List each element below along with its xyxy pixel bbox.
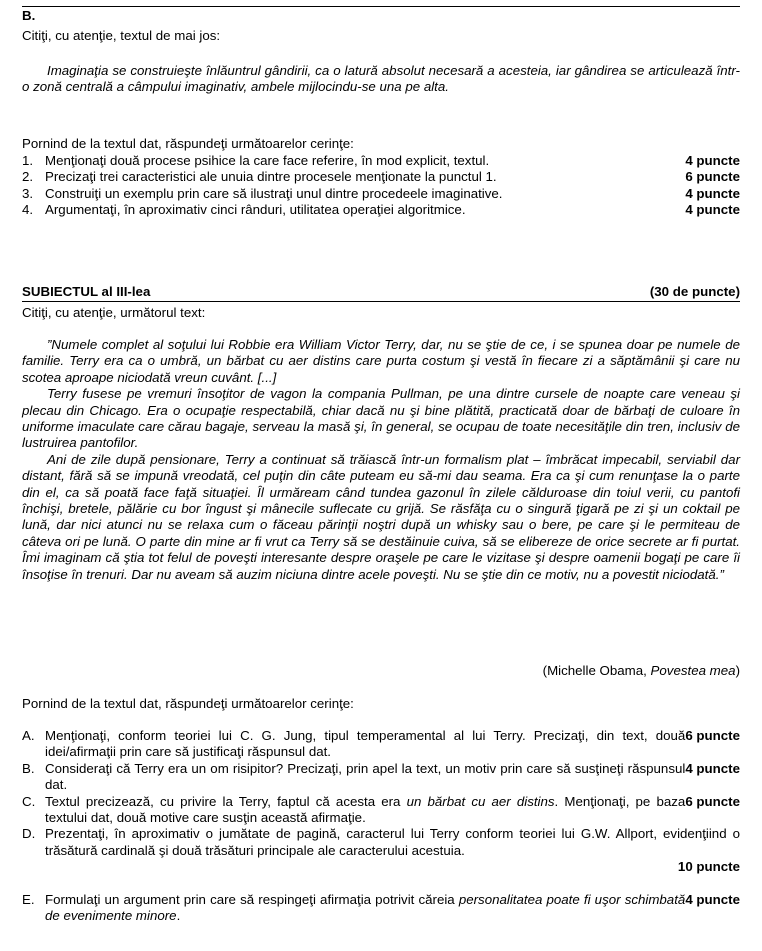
subject-b-task-lead-block (22, 136, 740, 152)
list-item-points: 4 puncte (685, 891, 740, 907)
list-item-emphasis: personalitatea poate fi uşor schimbată de evenimente minore (45, 891, 686, 924)
list-item-marker: 2. (22, 169, 34, 185)
list-item (22, 794, 740, 827)
attribution-author: (Michelle Obama, (542, 663, 651, 678)
list-item-points: 6 puncte (685, 793, 740, 809)
subject-three-passage-block (22, 337, 740, 583)
list-item-marker: C. (22, 793, 36, 809)
list-item-marker: B. (22, 760, 35, 776)
section-heading-points: (30 de puncte) (649, 284, 740, 299)
list-item-line (45, 169, 740, 185)
list-item-body (45, 826, 740, 859)
list-item-emphasis: un bărbat cu aer distins (406, 793, 555, 809)
list-item-points: 4 puncte (685, 202, 740, 218)
list-item-marker: E. (22, 891, 35, 907)
list-item-points: 6 puncte (685, 728, 740, 743)
subject-three-instruction-block (22, 305, 740, 321)
list-item-body (45, 728, 740, 761)
subject-b-items-block (22, 153, 740, 219)
subject-b-instruction: Citiţi, cu atenţie, textul de mai jos: (22, 28, 221, 43)
subject-b-item-list (22, 153, 740, 219)
list-item (22, 892, 740, 925)
list-item-text: Formulaţi un argument prin care să respingeţi afirmaţia potrivit căreia (45, 891, 459, 907)
passage-paragraph: ”Numele complet al soţului lui Robbie era William Victor Terry, dar, nu se ştie de ce, i se spunea doar pe numele de familie. Terry era ca o umbră, un bărbat cu aer distins care purta costum şi vestă în fiecare zi a săptămânii şi care nu scotea aproape niciodată vreun cuvânt. [...] (22, 337, 740, 385)
list-item-text-cont: . (176, 908, 181, 924)
list-item-line (45, 186, 740, 202)
list-item-marker: 1. (22, 153, 34, 168)
subject-three-heading-block (22, 284, 740, 302)
subject-b-label: B. (22, 8, 36, 23)
section-heading-title: SUBIECTUL (22, 284, 98, 299)
section-heading-title-group (22, 284, 150, 300)
subject-three-task-lead-block (22, 696, 740, 712)
list-item (22, 153, 740, 169)
subject-three-items-block (22, 728, 740, 924)
subject-b-passage-block (22, 63, 740, 96)
subject-b-task-lead: Pornind de la textul dat, răspundeţi următoarelor cerinţe: (22, 136, 354, 151)
list-item (22, 202, 740, 218)
list-item (22, 826, 740, 875)
passage-paragraph: Ani de zile după pensionare, Terry a continuat să trăiască într-un formalism plat – îmbrăcat impecabil, serviabil dar distant, fără să se impună vreodată, cel puţin din câte puteam eu să-mi dau seama. Era ca şi cum renunţase la o parte din el, ca să poată face faţă situaţiei. Îl urmăream când tundea gazonul în zilele călduroase din toiul verii, cu pantofi închişi, bretele, pălărie cu bor îngust şi mânecile suflecate cu grijă. Se răsfăţa cu o singură ţigară pe zi şi un coktail pe lună, dar nici atunci nu se relaxa cum o făceau părinţii noştri după un whisky sau o bere, pe care şi le permiteau de câteva ori pe lună. O parte din mine ar fi vrut ca Terry să se destăinuie cuiva, să se elibereze de orice secrete ar fi purtat. Îmi imaginam că ştia tot felul de poveşti interesante despre oraşele pe care le vizitase şi despre oamenii bogaţi pe care îi însoţise în trenuri. Dar nu aveam să auzim niciuna dintre acele poveşti. Nu se ştie din ce motiv, nu a povestit niciodată.” (22, 451, 740, 582)
list-item-marker: D. (22, 826, 36, 842)
header-rule (22, 6, 740, 7)
list-item-text: Menţionaţi, conform teoriei lui C. G. Jung, tipul temperamental al lui Terry. Precizaţi, din text, două idei/afirmaţii prin care să justificaţi răspunsul dat. (45, 728, 686, 760)
passage-paragraph: Terry fusese pe vremuri însoţitor de vagon la compania Pullman, pe una dintre cursele de noapte care veneau şi plecau din Chicago. Era o ocupaţie respectabilă, chiar dacă nu şi bine plătită, practicată doar de bărbaţi de culoare în uniforme imaculate care cărau bagaje, serveau la masă şi, în general, se ocupau de toate necesităţile din tren, inclusiv de lustruirea pantofilor. (22, 386, 740, 451)
subject-b-label-block (22, 8, 740, 24)
list-item (22, 761, 740, 794)
list-item-text: Menţionaţi două procese psihice la care face referire, în mod explicit, textul. (45, 153, 490, 168)
list-item (22, 728, 740, 761)
subject-three-task-lead: Pornind de la textul dat, răspundeţi următoarelor cerinţe: (22, 696, 354, 711)
list-item (22, 169, 740, 185)
list-item-text: Textul precizează, cu privire la Terry, faptul că acesta era (45, 793, 407, 809)
list-item-points: 4 puncte (685, 760, 740, 776)
attribution (22, 663, 740, 679)
list-item-text: Construiţi un exemplu prin care să ilustraţi unul dintre procedeele imaginative. (45, 185, 503, 201)
list-item-text: Precizaţi trei caracteristici ale unuia dintre procesele menţionate la punctul 1. (45, 169, 497, 185)
list-item-text-cont: . Menţionaţi, pe baza textului dat, două motive care susţin această afirmaţie. (45, 793, 686, 826)
list-item-line (45, 153, 740, 169)
subject-b-instruction-block (22, 28, 740, 44)
list-item-points: 4 puncte (685, 185, 740, 201)
list-item-body (45, 761, 740, 794)
subject-three-item-list (22, 728, 740, 924)
list-item-points: 4 puncte (685, 153, 740, 168)
list-item-text: Argumentaţi, în aproximativ cinci rânduri, utilitatea operaţiei algoritmice. (45, 202, 466, 218)
subject-three-instruction: Citiţi, cu atenţie, următorul text: (22, 305, 206, 320)
list-item-body (45, 794, 740, 827)
subject-b-passage: Imaginaţia se construieşte înlăuntrul gândirii, ca o latură absolut necesară a acesteia, iar gândirea se articulează într-o zonă centrală a câmpului imaginativ, ambele mijlocindu-se una pe alta. (22, 63, 740, 95)
list-item-line (45, 202, 740, 218)
list-item (22, 186, 740, 202)
attribution-work-title: Povestea mea (650, 663, 736, 678)
list-item-points: 10 puncte (677, 859, 740, 875)
list-item-marker: A. (22, 728, 35, 743)
list-item-body (45, 892, 740, 925)
attribution-close-paren: ) (735, 663, 740, 678)
section-heading-subtitle: al III-lea (97, 284, 151, 299)
list-item-text: Prezentaţi, în aproximativ o jumătate de pagină, caracterul lui Terry conform teoriei lui G.W. Allport, evidenţiind o trăsătură cardinală şi două trăsături principale ale caracterului acestuia. (45, 826, 740, 858)
list-item-points: 6 puncte (685, 169, 740, 185)
attribution-block (22, 663, 740, 679)
list-item-marker: 3. (22, 185, 34, 201)
list-item-marker: 4. (22, 202, 34, 218)
list-item-points-line (45, 859, 740, 875)
list-item-text: Consideraţi că Terry era un om risipitor? Precizaţi, prin apel la text, un motiv prin care să susţineţi răspunsul dat. (45, 760, 686, 793)
section-heading (22, 284, 740, 302)
